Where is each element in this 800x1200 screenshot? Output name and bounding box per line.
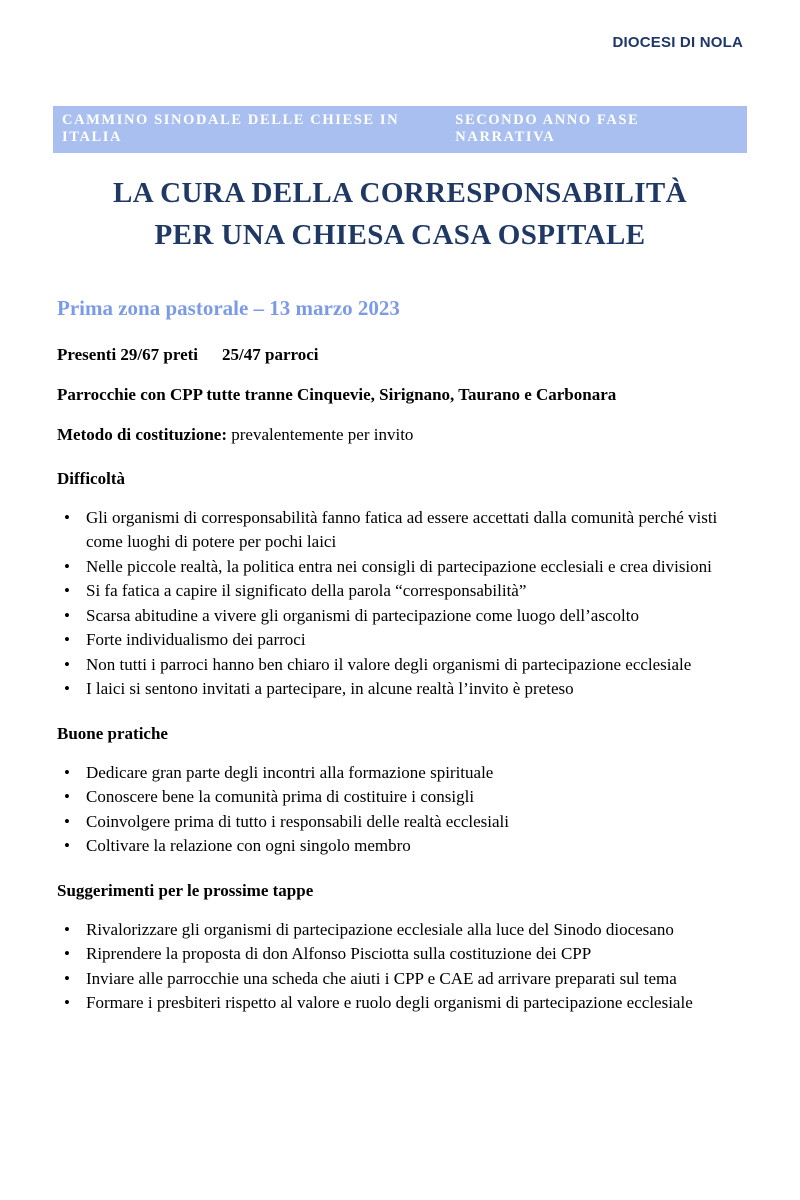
bullet-list xyxy=(57,506,745,702)
list-item: • Forte individualismo dei parroci xyxy=(57,628,745,653)
document-body xyxy=(0,321,800,1016)
list-item: • Coinvolgere prima di tutto i responsabili delle realtà ecclesiali xyxy=(57,810,745,835)
attendance-line xyxy=(57,344,745,367)
section-buone-pratiche xyxy=(57,723,745,859)
list-item: • Conoscere bene la comunità prima di costituire i consigli xyxy=(57,785,745,810)
diocese-logo-wordmark: DIOCESI DI NOLA xyxy=(612,34,743,51)
list-item: • Gli organismi di corresponsabilità fanno fatica ad essere accettati dalla comunità perché visti come luoghi di potere per pochi laici xyxy=(57,506,745,555)
section-suggerimenti xyxy=(57,880,745,1016)
method-line xyxy=(57,424,745,447)
document-title-line1: LA CURA DELLA CORRESPONSABILITÀ xyxy=(112,177,687,209)
attendance-parish-priests: 25/47 parroci xyxy=(222,345,319,365)
list-item: • Scarsa abitudine a vivere gli organismi di partecipazione come luogo dell’ascolto xyxy=(57,604,745,629)
section-heading: Difficoltà xyxy=(57,468,125,488)
attendance-priests: Presenti 29/67 preti xyxy=(57,345,199,365)
list-item: • I laici si sentono invitati a partecipare, in alcune realtà l’invito è preteso xyxy=(57,677,745,702)
banner-left-text: CAMMINO SINODALE DELLE CHIESE IN ITALIA xyxy=(62,112,400,145)
method-label: Metodo di costituzione: xyxy=(57,424,227,444)
page-header xyxy=(0,0,800,52)
zone-date-subtitle: Prima zona pastorale – 13 marzo 2023 xyxy=(57,296,400,321)
list-item: • Formare i presbiteri rispetto al valore e ruolo degli organismi di partecipazione ecclesiale xyxy=(57,991,745,1016)
list-item: • Riprendere la proposta di don Alfonso Pisciotta sulla costituzione dei CPP xyxy=(57,942,745,967)
banner-right-text: SECONDO ANNO FASE NARRATIVA xyxy=(455,112,640,145)
list-item: • Dedicare gran parte degli incontri alla formazione spirituale xyxy=(57,761,745,786)
list-item: • Si fa fatica a capire il significato della parola “corresponsabilità” xyxy=(57,579,745,604)
bullet-list xyxy=(57,761,745,859)
list-item: • Non tutti i parroci hanno ben chiaro il valore degli organismi di partecipazione ecclesiale xyxy=(57,653,745,678)
synod-banner xyxy=(53,106,747,153)
method-value: prevalentemente per invito xyxy=(226,424,414,444)
list-item: • Coltivare la relazione con ogni singolo membro xyxy=(57,834,745,859)
list-item: • Nelle piccole realtà, la politica entra nei consigli di partecipazione ecclesiali e crea divisioni xyxy=(57,555,745,580)
bullet-list xyxy=(57,918,745,1016)
section-heading: Buone pratiche xyxy=(57,723,168,743)
parishes-line: Parrocchie con CPP tutte tranne Cinquevie, Sirignano, Taurano e Carbonara xyxy=(57,385,617,405)
document-title-line2: PER UNA CHIESA CASA OSPITALE xyxy=(154,219,646,252)
list-item: • Rivalorizzare gli organismi di partecipazione ecclesiale alla luce del Sinodo diocesano xyxy=(57,918,745,943)
list-item: • Inviare alle parrocchie una scheda che aiuti i CPP e CAE ad arrivare preparati sul tema xyxy=(57,967,745,992)
document-title xyxy=(40,172,760,256)
section-heading: Suggerimenti per le prossime tappe xyxy=(57,880,314,900)
section-difficolta xyxy=(57,468,745,702)
